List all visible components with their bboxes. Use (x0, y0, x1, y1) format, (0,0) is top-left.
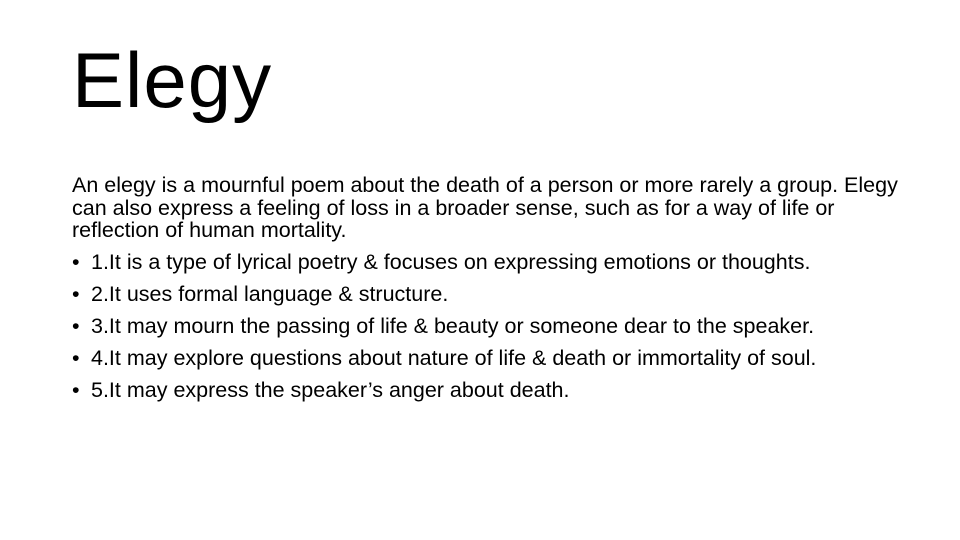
bullet-item (72, 379, 902, 402)
bullet-dot-icon: • (72, 377, 80, 402)
bullet-item (72, 251, 902, 274)
bullet-dot-icon: • (72, 345, 80, 370)
bullet-text: 5.It may express the speaker’s anger about death. (91, 377, 570, 402)
bullet-item (72, 347, 902, 370)
bullet-list (72, 251, 902, 402)
slide-body (72, 174, 902, 411)
bullet-text: 2.It uses formal language & structure. (91, 281, 449, 306)
bullet-item (72, 315, 902, 338)
bullet-dot-icon: • (72, 281, 80, 306)
intro-paragraph: An elegy is a mournful poem about the death of a person or more rarely a group. Elegy can also express a feeling of loss in a broader sense, such as for a way of life or reflection of human mortality. (72, 173, 898, 242)
bullet-dot-icon: • (72, 313, 80, 338)
bullet-text: 4.It may explore questions about nature of life & death or immortality of soul. (91, 345, 817, 370)
bullet-text: 3.It may mourn the passing of life & beauty or someone dear to the speaker. (91, 313, 815, 338)
bullet-item (72, 283, 902, 306)
bullet-dot-icon: • (72, 249, 80, 274)
slide-title: Elegy (72, 36, 273, 124)
bullet-text: 1.It is a type of lyrical poetry & focuses on expressing emotions or thoughts. (91, 249, 811, 274)
